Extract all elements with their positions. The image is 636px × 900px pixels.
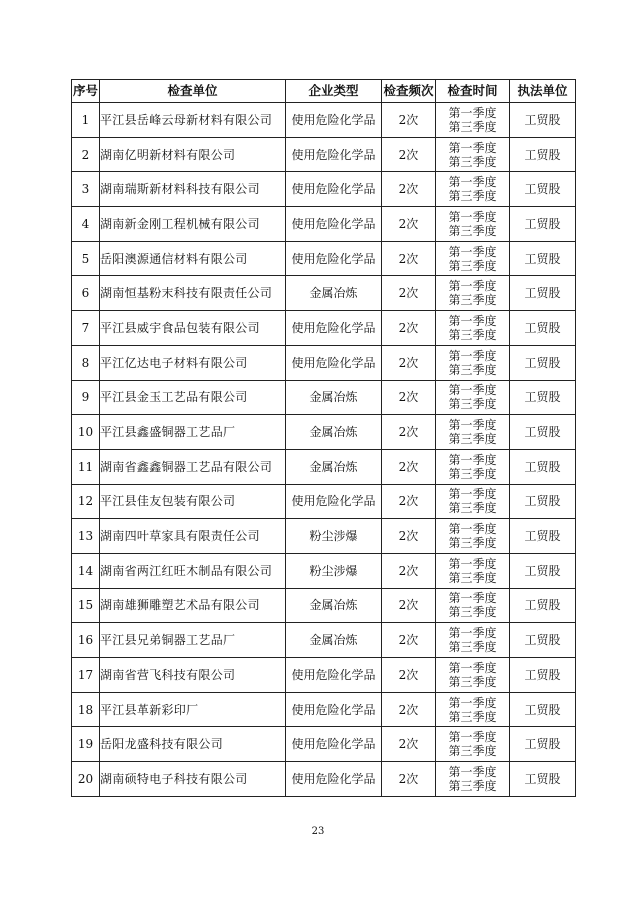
table-row [72,519,576,554]
inspection-quarter: 第三季度 [448,744,497,759]
inspection-quarter: 第一季度 [448,279,497,294]
inspection-quarter: 第一季度 [448,695,497,710]
enterprise-type: 使用危险化学品 [286,345,382,380]
inspection-frequency: 2次 [382,553,436,588]
table-row [72,658,576,693]
inspection-time [436,588,510,623]
inspected-unit: 平江县鑫盛铜器工艺品厂 [100,415,286,450]
inspection-frequency: 2次 [382,484,436,519]
inspection-time [436,658,510,693]
inspection-quarter: 第三季度 [448,570,497,585]
table-row [72,345,576,380]
enterprise-type: 金属冶炼 [286,588,382,623]
inspection-quarter: 第一季度 [448,383,497,398]
inspection-quarter: 第三季度 [448,778,497,793]
inspection-time [436,103,510,138]
inspection-frequency: 2次 [382,588,436,623]
inspection-quarter: 第三季度 [448,640,497,655]
enforcement-agency: 工贸股 [510,484,576,519]
enterprise-type: 使用危险化学品 [286,172,382,207]
inspected-unit: 平江县岳峰云母新材料有限公司 [100,103,286,138]
table-row [72,172,576,207]
row-number: 18 [72,692,100,727]
inspected-unit: 湖南恒基粉末科技有限责任公司 [100,276,286,311]
inspection-frequency: 2次 [382,103,436,138]
enterprise-type: 金属冶炼 [286,415,382,450]
inspection-quarter: 第一季度 [448,313,497,328]
inspection-time [436,276,510,311]
inspection-quarter: 第三季度 [448,362,497,377]
inspection-time [436,762,510,797]
inspected-unit: 平江县佳友包装有限公司 [100,484,286,519]
enforcement-agency: 工贸股 [510,692,576,727]
inspection-time [436,623,510,658]
enforcement-agency: 工贸股 [510,172,576,207]
enforcement-agency: 工贸股 [510,623,576,658]
enforcement-agency: 工贸股 [510,345,576,380]
enforcement-agency: 工贸股 [510,727,576,762]
enforcement-agency: 工贸股 [510,311,576,346]
table-row [72,762,576,797]
inspection-quarter: 第一季度 [448,105,497,120]
inspection-quarter: 第三季度 [448,397,497,412]
inspection-quarter: 第一季度 [448,522,497,537]
inspected-unit: 岳阳澳源通信材料有限公司 [100,241,286,276]
inspection-quarter: 第三季度 [448,709,497,724]
row-number: 20 [72,762,100,797]
enforcement-agency: 工贸股 [510,137,576,172]
inspection-frequency: 2次 [382,345,436,380]
enterprise-type: 使用危险化学品 [286,484,382,519]
enterprise-type: 金属冶炼 [286,623,382,658]
inspection-frequency: 2次 [382,415,436,450]
row-number: 11 [72,449,100,484]
inspected-unit: 湖南四叶草家具有限责任公司 [100,519,286,554]
table-header [72,80,576,103]
inspection-frequency: 2次 [382,449,436,484]
row-number: 6 [72,276,100,311]
inspection-time [436,172,510,207]
row-number: 9 [72,380,100,415]
enterprise-type: 使用危险化学品 [286,727,382,762]
inspection-quarter: 第一季度 [448,764,497,779]
inspected-unit: 湖南亿明新材料有限公司 [100,137,286,172]
inspection-quarter: 第一季度 [448,556,497,571]
inspection-quarter: 第一季度 [448,418,497,433]
table-row [72,276,576,311]
enforcement-agency: 工贸股 [510,415,576,450]
row-number: 19 [72,727,100,762]
header-type: 企业类型 [286,80,382,103]
inspection-time [436,207,510,242]
page-number: 23 [311,826,325,837]
inspection-quarter: 第三季度 [448,466,497,481]
inspection-frequency: 2次 [382,623,436,658]
inspected-unit: 平江县革新彩印厂 [100,692,286,727]
enforcement-agency: 工贸股 [510,449,576,484]
table-row [72,311,576,346]
inspected-unit: 平江县威宇食品包装有限公司 [100,311,286,346]
table-body [72,103,576,797]
row-number: 10 [72,415,100,450]
enterprise-type: 使用危险化学品 [286,103,382,138]
header-agency: 执法单位 [510,80,576,103]
inspection-frequency: 2次 [382,519,436,554]
inspection-quarter: 第三季度 [448,501,497,516]
inspection-quarter: 第一季度 [448,452,497,467]
enforcement-agency: 工贸股 [510,519,576,554]
enforcement-agency: 工贸股 [510,553,576,588]
inspection-time [436,345,510,380]
inspected-unit: 湖南新金刚工程机械有限公司 [100,207,286,242]
header-row [72,80,576,103]
row-number: 4 [72,207,100,242]
table-row [72,449,576,484]
inspection-quarter: 第一季度 [448,730,497,745]
table-row [72,103,576,138]
inspection-quarter: 第三季度 [448,674,497,689]
inspection-time [436,519,510,554]
table-row [72,415,576,450]
inspection-frequency: 2次 [382,207,436,242]
row-number: 1 [72,103,100,138]
inspection-quarter: 第一季度 [448,487,497,502]
row-number: 7 [72,311,100,346]
enforcement-agency: 工贸股 [510,276,576,311]
inspection-time [436,553,510,588]
header-unit: 检查单位 [100,80,286,103]
row-number: 8 [72,345,100,380]
inspection-quarter: 第一季度 [448,660,497,675]
row-number: 17 [72,658,100,693]
inspection-frequency: 2次 [382,137,436,172]
inspection-frequency: 2次 [382,727,436,762]
enterprise-type: 金属冶炼 [286,449,382,484]
inspection-quarter: 第三季度 [448,258,497,273]
enterprise-type: 使用危险化学品 [286,241,382,276]
inspection-quarter: 第一季度 [448,175,497,190]
inspected-unit: 湖南硕特电子科技有限公司 [100,762,286,797]
inspection-time [436,380,510,415]
row-number: 14 [72,553,100,588]
enterprise-type: 金属冶炼 [286,276,382,311]
table-row [72,553,576,588]
enforcement-agency: 工贸股 [510,762,576,797]
inspected-unit: 平江亿达电子材料有限公司 [100,345,286,380]
inspection-quarter: 第三季度 [448,189,497,204]
inspection-quarter: 第三季度 [448,223,497,238]
inspection-quarter: 第一季度 [448,348,497,363]
inspection-frequency: 2次 [382,658,436,693]
table-row [72,727,576,762]
inspection-time [436,137,510,172]
table-row [72,137,576,172]
enterprise-type: 使用危险化学品 [286,137,382,172]
row-number: 3 [72,172,100,207]
enforcement-agency: 工贸股 [510,658,576,693]
inspected-unit: 湖南省鑫鑫铜器工艺品有限公司 [100,449,286,484]
table-row [72,588,576,623]
enterprise-type: 使用危险化学品 [286,692,382,727]
row-number: 2 [72,137,100,172]
table-row [72,692,576,727]
row-number: 16 [72,623,100,658]
inspection-frequency: 2次 [382,692,436,727]
enforcement-agency: 工贸股 [510,207,576,242]
row-number: 5 [72,241,100,276]
inspection-frequency: 2次 [382,172,436,207]
enterprise-type: 粉尘涉爆 [286,519,382,554]
inspection-frequency: 2次 [382,276,436,311]
row-number: 12 [72,484,100,519]
inspection-frequency: 2次 [382,762,436,797]
inspection-table [71,79,576,797]
inspected-unit: 平江县兄弟铜器工艺品厂 [100,623,286,658]
table-row [72,380,576,415]
enterprise-type: 使用危险化学品 [286,207,382,242]
inspection-quarter: 第三季度 [448,293,497,308]
inspection-quarter: 第三季度 [448,605,497,620]
inspected-unit: 湖南省营飞科技有限公司 [100,658,286,693]
inspection-quarter: 第一季度 [448,140,497,155]
row-number: 13 [72,519,100,554]
enforcement-agency: 工贸股 [510,380,576,415]
enforcement-agency: 工贸股 [510,103,576,138]
inspection-quarter: 第三季度 [448,327,497,342]
header-time: 检查时间 [436,80,510,103]
inspection-frequency: 2次 [382,241,436,276]
inspection-time [436,311,510,346]
header-no: 序号 [72,80,100,103]
inspection-quarter: 第三季度 [448,432,497,447]
enterprise-type: 粉尘涉爆 [286,553,382,588]
inspection-quarter: 第一季度 [448,626,497,641]
table-row [72,484,576,519]
enforcement-agency: 工贸股 [510,241,576,276]
inspection-quarter: 第一季度 [448,209,497,224]
table-row [72,623,576,658]
enterprise-type: 使用危险化学品 [286,311,382,346]
enterprise-type: 使用危险化学品 [286,762,382,797]
inspection-quarter: 第一季度 [448,591,497,606]
inspection-time [436,415,510,450]
inspected-unit: 平江县金玉工艺品有限公司 [100,380,286,415]
inspected-unit: 湖南瑞斯新材料科技有限公司 [100,172,286,207]
inspection-quarter: 第一季度 [448,244,497,259]
inspection-quarter: 第三季度 [448,536,497,551]
header-frequency: 检查频次 [382,80,436,103]
inspected-unit: 湖南省两江红旺木制品有限公司 [100,553,286,588]
inspection-frequency: 2次 [382,380,436,415]
inspection-time [436,692,510,727]
table-row [72,207,576,242]
inspection-time [436,449,510,484]
inspection-quarter: 第三季度 [448,119,497,134]
inspection-time [436,241,510,276]
inspection-time [436,484,510,519]
enforcement-agency: 工贸股 [510,588,576,623]
inspection-frequency: 2次 [382,311,436,346]
inspected-unit: 岳阳龙盛科技有限公司 [100,727,286,762]
enterprise-type: 金属冶炼 [286,380,382,415]
enterprise-type: 使用危险化学品 [286,658,382,693]
table-row [72,241,576,276]
inspection-time [436,727,510,762]
inspected-unit: 湖南雄狮雕塑艺术品有限公司 [100,588,286,623]
inspection-quarter: 第三季度 [448,154,497,169]
row-number: 15 [72,588,100,623]
